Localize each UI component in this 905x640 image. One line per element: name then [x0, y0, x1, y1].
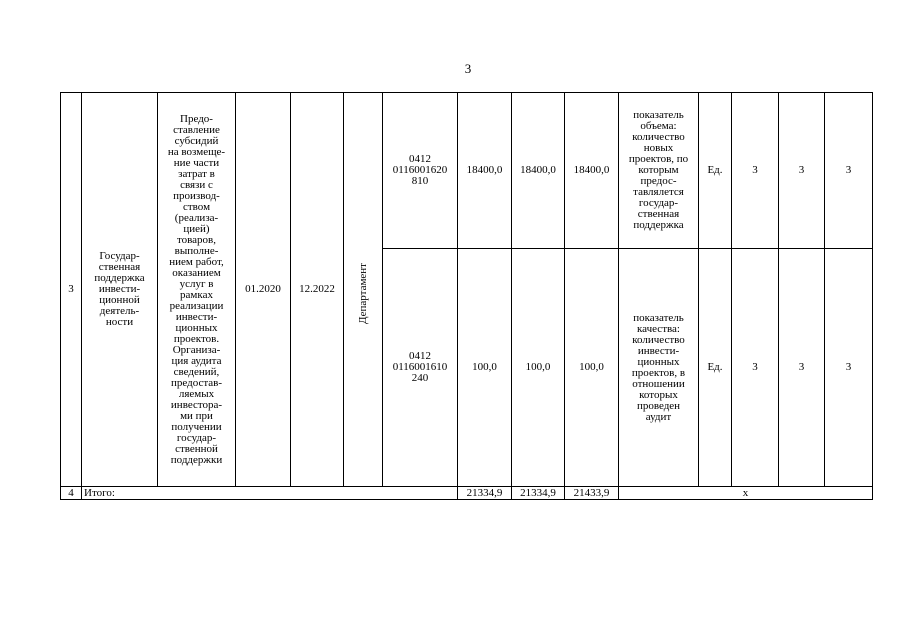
indicator-year2-cell: 3: [779, 249, 825, 487]
start-date-cell: 01.2020: [236, 93, 291, 487]
executor-cell: [344, 93, 383, 487]
total-row: [61, 487, 873, 500]
table-row: [61, 93, 873, 249]
unit-cell: Ед.: [699, 93, 732, 249]
executor-label: Департамент: [356, 262, 369, 324]
funding-year3-cell: 18400,0: [565, 93, 619, 249]
event-description-cell: Предо- ставление субсидий на возмеще- ние части затрат в связи с производ- ством (реализа- цией) товаров, выполне- нием работ, оказанием услуг в рамках реализации инвести- ционных проектов. Организа- ция аудита сведений, предостав- ляемых инвестора- ми при получении государ- ственной поддержки: [158, 93, 236, 487]
funding-year3-cell: 100,0: [565, 249, 619, 487]
total-year1-cell: 21334,9: [458, 487, 512, 500]
funding-year2-cell: 18400,0: [512, 93, 565, 249]
total-label-cell: Итого:: [82, 487, 458, 500]
row-number-cell: 3: [61, 93, 82, 487]
total-number-cell: 4: [61, 487, 82, 500]
indicator-year1-cell: 3: [732, 93, 779, 249]
total-mark-cell: x: [619, 487, 873, 500]
unit-cell: Ед.: [699, 249, 732, 487]
budget-code-cell: 0412 0116001620 810: [383, 93, 458, 249]
indicator-year2-cell: 3: [779, 93, 825, 249]
funding-year1-cell: 100,0: [458, 249, 512, 487]
program-table: [60, 92, 873, 500]
end-date-cell: 12.2022: [291, 93, 344, 487]
budget-code-cell: 0412 0116001610 240: [383, 249, 458, 487]
indicator-year1-cell: 3: [732, 249, 779, 487]
indicator-year3-cell: 3: [825, 249, 873, 487]
total-year3-cell: 21433,9: [565, 487, 619, 500]
indicator-year3-cell: 3: [825, 93, 873, 249]
funding-year1-cell: 18400,0: [458, 93, 512, 249]
page-number: 3: [464, 61, 472, 76]
funding-year2-cell: 100,0: [512, 249, 565, 487]
event-name-cell: Государ- ственная поддержка инвести- ционной деятель- ности: [82, 93, 158, 487]
indicator-cell: показатель качества: количество инвести- ционных проектов, в отношении которых проведен аудит: [619, 249, 699, 487]
indicator-cell: показатель объема: количество новых проектов, по которым предос- тавлялется государ- ственная поддержка: [619, 93, 699, 249]
total-year2-cell: 21334,9: [512, 487, 565, 500]
